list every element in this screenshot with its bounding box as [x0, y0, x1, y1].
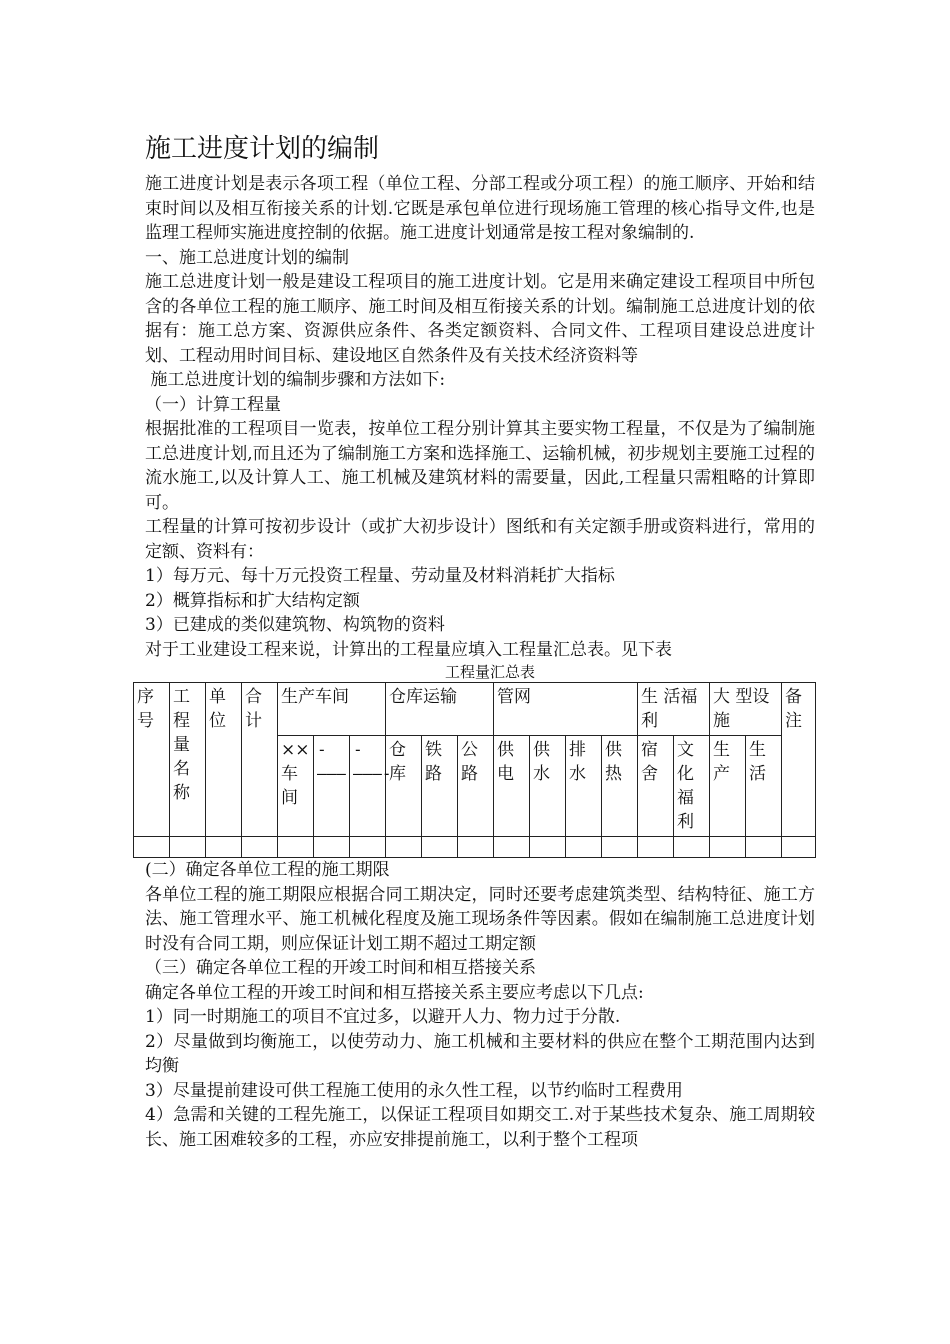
list-item: 3）已建成的类似建筑物、构筑物的资料: [145, 615, 445, 635]
header-total: 合计: [242, 683, 278, 837]
table-row: [134, 837, 816, 858]
sub-road: 公路: [458, 736, 494, 837]
quantity-summary-table: [133, 682, 816, 858]
document-page: [137, 130, 815, 1152]
header-name: 工程量名称: [170, 683, 206, 837]
header-workshop: 生产车间: [278, 683, 386, 736]
sub-power: 供电: [494, 736, 530, 837]
sub-drainage: 排水: [566, 736, 602, 837]
table-header-row: [134, 683, 816, 736]
table-intro: 对于工业建设工程来说，计算出的工程量应填入工程量汇总表。见下表: [145, 639, 672, 660]
header-pipe: 管网: [494, 683, 638, 736]
header-seq: 序号: [134, 683, 170, 837]
steps-intro: 施工总进度计划的编制步骤和方法如下:: [145, 370, 446, 390]
sub-workshop-dash-1: -———: [314, 736, 350, 837]
sub-workshop-xx: ××车间: [278, 736, 314, 837]
header-welfare: 生 活福利: [638, 683, 710, 736]
sub-warehouse: 仓库: [386, 736, 422, 837]
list-item: 4）急需和关键的工程先施工，以保证工程项目如期交工.对于某些技术复杂、施工周期较长、施工困难较多的工程，亦应安排提前施工，以利于整个工程项: [145, 1105, 815, 1150]
sub-water: 供水: [530, 736, 566, 837]
table-caption: 工程量汇总表: [444, 663, 535, 681]
overview-paragraph: 施工总进度计划一般是建设工程项目的施工进度计划。它是用来确定建设工程项目中所包含的各单位工程的施工顺序、施工时间及相互衔接关系的计划。编制施工总进度计划的依据有：施工总方案、资源供应条件、各类定额资料、合同文件、工程项目建设总进度计划、工程动用时间目标、建设地区自然条件及有关技术经济资料等: [145, 272, 815, 366]
quantity-paragraph: 根据批准的工程项目一览表，按单位工程分别计算其主要实物工程量，不仅是为了编制施工总进度计划,而且还为了编制施工方案和选择施工、运输机械，初步规划主要施工过程的流水施工,以及计算人工、施工机械及建筑材料的需要量，因此,工程量只需粗略的计算即可。: [145, 419, 815, 513]
intro-paragraph: 施工进度计划是表示各项工程（单位工程、分部工程或分项工程）的施工顺序、开始和结束时间以及相互衔接关系的计划.它既是承包单位进行现场施工管理的核心指导文件,也是监理工程师实施进度控制的依据。施工进度计划通常是按工程对象编制的.: [145, 174, 815, 243]
list-item: 3）尽量提前建设可供工程施工使用的永久性工程，以节约临时工程费用: [145, 1080, 683, 1101]
sub-culture: 文化福利: [674, 736, 710, 837]
list-item: 2）概算指标和扩大结构定额: [145, 590, 360, 611]
sub-workshop-dash-2: -———-: [350, 736, 386, 837]
subsection-heading-2: (二）确定各单位工程的施工期限: [145, 860, 390, 880]
section-heading-1: 一、施工总进度计划的编制: [145, 247, 349, 268]
header-note: 备注: [782, 683, 816, 837]
document-title: 施工进度计划的编制: [145, 134, 380, 164]
list-item: 1）同一时期施工的项目不宜过多，以避开人力、物力过于分散.: [145, 1007, 621, 1027]
sequence-intro: 确定各单位工程的开竣工时间和相互搭接关系主要应考虑以下几点:: [145, 982, 644, 1003]
list-item: 2）尽量做到均衡施工，以使劳动力、施工机械和主要材料的供应在整个工期范围内达到均衡: [145, 1031, 815, 1076]
sub-production: 生产: [710, 736, 746, 837]
sub-dormitory: 宿舍: [638, 736, 674, 837]
header-unit: 单位: [206, 683, 242, 837]
header-storage: 仓库运输: [386, 683, 494, 736]
subsection-heading-1: （一）计算工程量: [145, 394, 281, 415]
duration-paragraph: 各单位工程的施工期限应根据合同工期决定，同时还要考虑建筑类型、结构特征、施工方法、施工管理水平、施工机械化程度及施工现场条件等因素。假如在编制施工总进度计划时没有合同工期，则应保证计划工期不超过工期定额: [145, 884, 815, 954]
sub-heating: 供热: [602, 736, 638, 837]
quantity-method-paragraph: 工程量的计算可按初步设计（或扩大初步设计）图纸和有关定额手册或资料进行，常用的定额、资料有：: [145, 517, 815, 562]
sub-railway: 铁路: [422, 736, 458, 837]
sub-living: 生活: [746, 736, 782, 837]
list-item: 1）每万元、每十万元投资工程量、劳动量及材料消耗扩大指标: [145, 566, 615, 586]
subsection-heading-3: （三）确定各单位工程的开竣工时间和相互搭接关系: [145, 958, 536, 978]
header-facility: 大 型设施: [710, 683, 782, 736]
